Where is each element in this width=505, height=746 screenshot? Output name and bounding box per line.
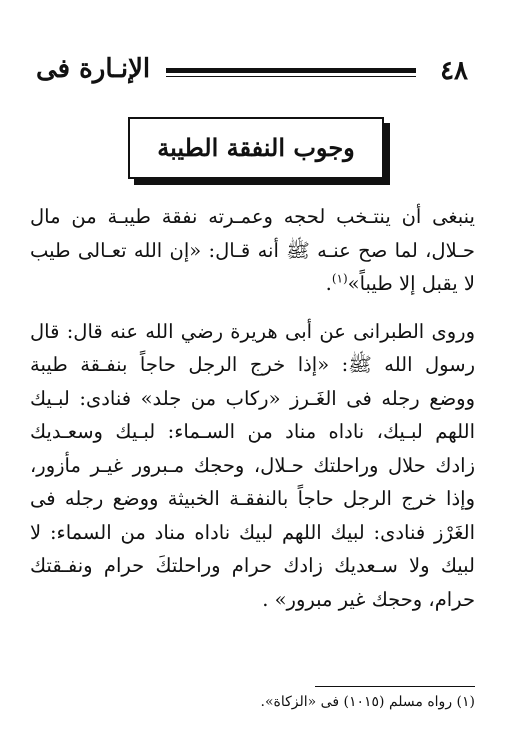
chapter-title: وجوب النفقة الطيبة bbox=[157, 133, 355, 162]
paragraph-text: ينبغى أن ينتـخب لحجه وعمـرته نفقة طيبـة من مال حـلال، لما صح عنـه ﷺ أنه قـال: «إن الله تعـالى طيب لا يقبل إلا طيباً» bbox=[30, 205, 475, 295]
paragraph-text: وروى الطبرانى عن أبى هريرة رضي الله عنه قال: قال رسول الله ﷺ: «إذا خرج الرجل حاجاً بنفـقة طيبة ووضع رجله فى الغَـرز «ركاب من جلد» فنادى: لبـيك اللهم لبـيك، ناداه مناد من السـماء: لبـيك وسعـديك زادك حلال وراحلتك حـلال، وحجك مـبرور غيـر مأزور، وإذا خرج الرجل حاجاً بالنفقـة الخبيثة ووضع رجله فى الغَرْز فنادى: لبيك اللهم لبيك ناداه مناد من السماء: لا لبيك ولا سـعديك زادك حرام وراحلتكَ حرام ونفـقتك حرام، وحجك غير مبرور» . bbox=[30, 319, 475, 611]
footnote: (١) رواه مسلم (١٠١٥) فى «الزكاة». bbox=[260, 694, 475, 710]
running-header bbox=[36, 52, 468, 96]
page-number: ٤٨ bbox=[440, 56, 468, 86]
chapter-title-box bbox=[128, 117, 384, 179]
book-title: الإنـارة فى bbox=[36, 54, 151, 84]
body-text bbox=[30, 200, 475, 616]
paragraph bbox=[30, 200, 475, 301]
footnote-reference: (١) bbox=[331, 271, 348, 286]
paragraph bbox=[30, 315, 475, 617]
header-rule bbox=[166, 68, 416, 73]
footnote-rule bbox=[315, 686, 475, 687]
header-rule-thin bbox=[166, 76, 416, 77]
paragraph-tail: . bbox=[325, 272, 332, 295]
